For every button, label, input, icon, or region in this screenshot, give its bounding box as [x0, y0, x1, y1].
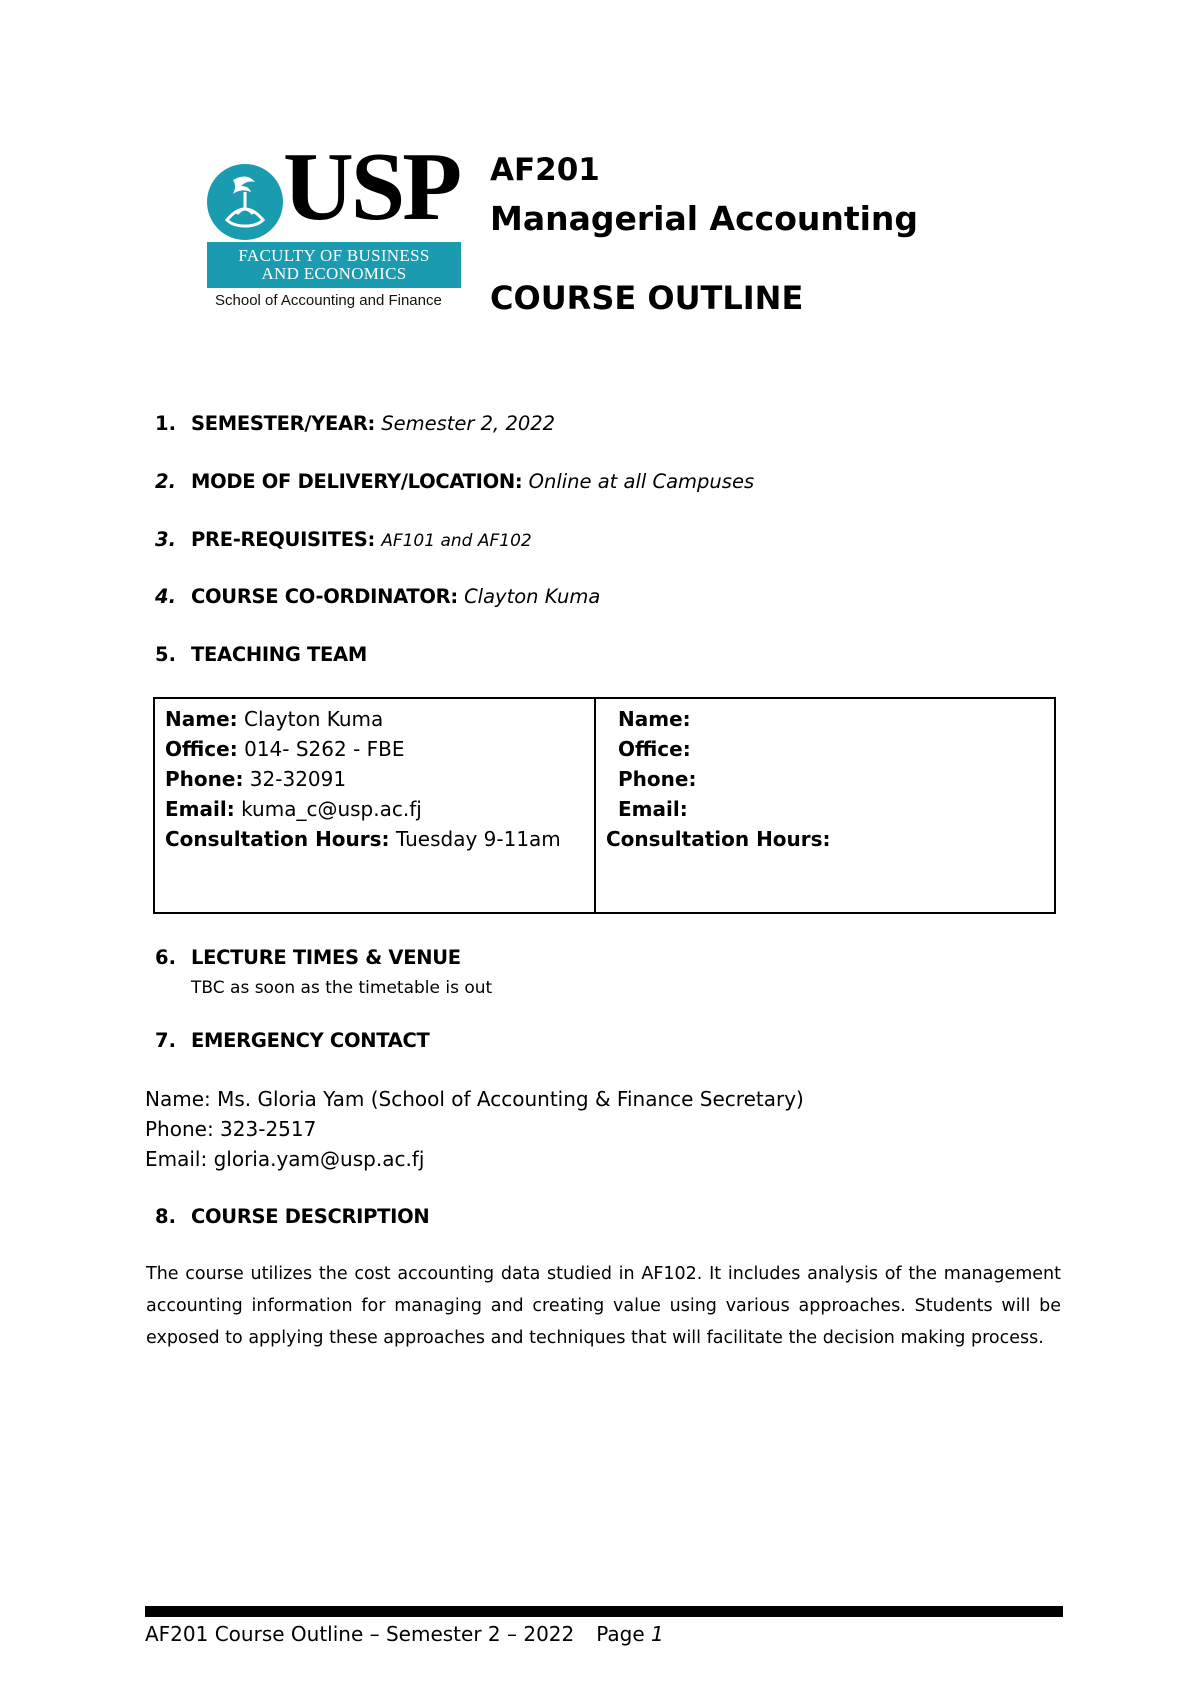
field-label: Email:: [165, 797, 235, 821]
section-label: TEACHING TEAM: [191, 643, 367, 666]
section-number: 1.: [155, 412, 176, 435]
field-label: Consultation Hours:: [165, 827, 390, 851]
section-number: 6.: [155, 946, 176, 969]
section-semester: [155, 412, 555, 435]
document-title: COURSE OUTLINE: [490, 279, 804, 317]
footer-divider: [145, 1606, 1063, 1617]
emergency-contact-details: [145, 1084, 804, 1174]
emergency-phone: Phone: 323-2517: [145, 1117, 317, 1141]
member-name-row: [606, 704, 1054, 734]
usp-emblem-icon: [205, 162, 285, 242]
usp-logo: [205, 133, 461, 318]
section-number: 2.: [155, 470, 176, 493]
section-label: MODE OF DELIVERY/LOCATION:: [191, 470, 523, 493]
section-emergency-contact: [155, 1029, 430, 1052]
section-number: 4.: [155, 585, 176, 608]
section-label: COURSE DESCRIPTION: [191, 1205, 430, 1228]
school-name: School of Accounting and Finance: [215, 292, 442, 309]
field-label: Phone:: [618, 767, 697, 791]
course-name-text: Managerial Accounting: [490, 199, 919, 238]
section-lecture-times: [155, 946, 461, 969]
member-phone-row: [606, 764, 1054, 794]
section-value: Online at all Campuses: [528, 470, 755, 493]
section-mode: [155, 470, 754, 493]
section-label: EMERGENCY CONTACT: [191, 1029, 430, 1052]
section-number: 5.: [155, 643, 176, 666]
teaching-team-member-2: [596, 699, 1054, 912]
member-name-row: [165, 704, 594, 734]
footer-title: AF201 Course Outline – Semester 2 – 2022: [145, 1622, 575, 1646]
field-label: Office:: [618, 737, 691, 761]
section-value: Clayton Kuma: [464, 585, 601, 608]
member-phone-row: [165, 764, 594, 794]
member-email-row: [606, 794, 1054, 824]
lecture-times-note: TBC as soon as the timetable is out: [191, 978, 493, 998]
section-teaching-team: [155, 643, 367, 666]
teaching-team-table: [153, 697, 1056, 914]
emergency-email: Email: gloria.yam@usp.ac.fj: [145, 1147, 425, 1171]
section-label: PRE-REQUISITES:: [191, 528, 375, 551]
field-label: Email:: [618, 797, 688, 821]
course-description-text: The course utilizes the cost accounting data studied in AF102. It includes analysis of the management accounting information for managing and creating value using various approaches. Students will be exposed to applying these approaches and techniques that will facilitate the decision making process.: [146, 1264, 1061, 1348]
emergency-name: Name: Ms. Gloria Yam (School of Accounting & Finance Secretary): [145, 1087, 804, 1111]
faculty-banner: [207, 242, 461, 288]
page-footer: [145, 1622, 664, 1646]
field-label: Name:: [165, 707, 238, 731]
teaching-team-member-1: [155, 699, 596, 912]
section-label: LECTURE TIMES & VENUE: [191, 946, 461, 969]
footer-page-number: 1: [651, 1622, 664, 1646]
field-label: Phone:: [165, 767, 244, 791]
member-email-row: [165, 794, 594, 824]
member-consultation-row: [606, 824, 1054, 854]
section-number: 8.: [155, 1205, 176, 1228]
member-office-row: [165, 734, 594, 764]
field-label: Consultation Hours:: [606, 827, 831, 851]
member-consultation-row: [165, 824, 594, 854]
section-label: SEMESTER/YEAR:: [191, 412, 376, 435]
member-phone: 32-32091: [249, 767, 347, 791]
footer-page-label: Page: [596, 1622, 645, 1646]
member-office-row: [606, 734, 1054, 764]
section-value: AF101 and AF102: [381, 531, 532, 551]
field-label: Name:: [618, 707, 691, 731]
section-prerequisites: [155, 528, 532, 551]
faculty-line-1: FACULTY OF BUSINESS: [238, 246, 430, 265]
section-label: COURSE CO-ORDINATOR:: [191, 585, 458, 608]
usp-wordmark: USP: [283, 133, 460, 241]
section-number: 7.: [155, 1029, 176, 1052]
member-consultation: Tuesday 9-11am: [395, 827, 561, 851]
member-name: Clayton Kuma: [244, 707, 384, 731]
field-label: Office:: [165, 737, 238, 761]
faculty-line-2: AND ECONOMICS: [261, 264, 407, 283]
member-office: 014- S262 - FBE: [244, 737, 405, 761]
course-code: AF201: [490, 152, 600, 188]
course-name: [490, 200, 918, 238]
section-course-description: [155, 1205, 429, 1228]
section-number: 3.: [155, 528, 176, 551]
section-value: Semester 2, 2022: [381, 412, 556, 435]
section-coordinator: [155, 585, 600, 608]
member-email: kuma_c@usp.ac.fj: [241, 797, 422, 821]
